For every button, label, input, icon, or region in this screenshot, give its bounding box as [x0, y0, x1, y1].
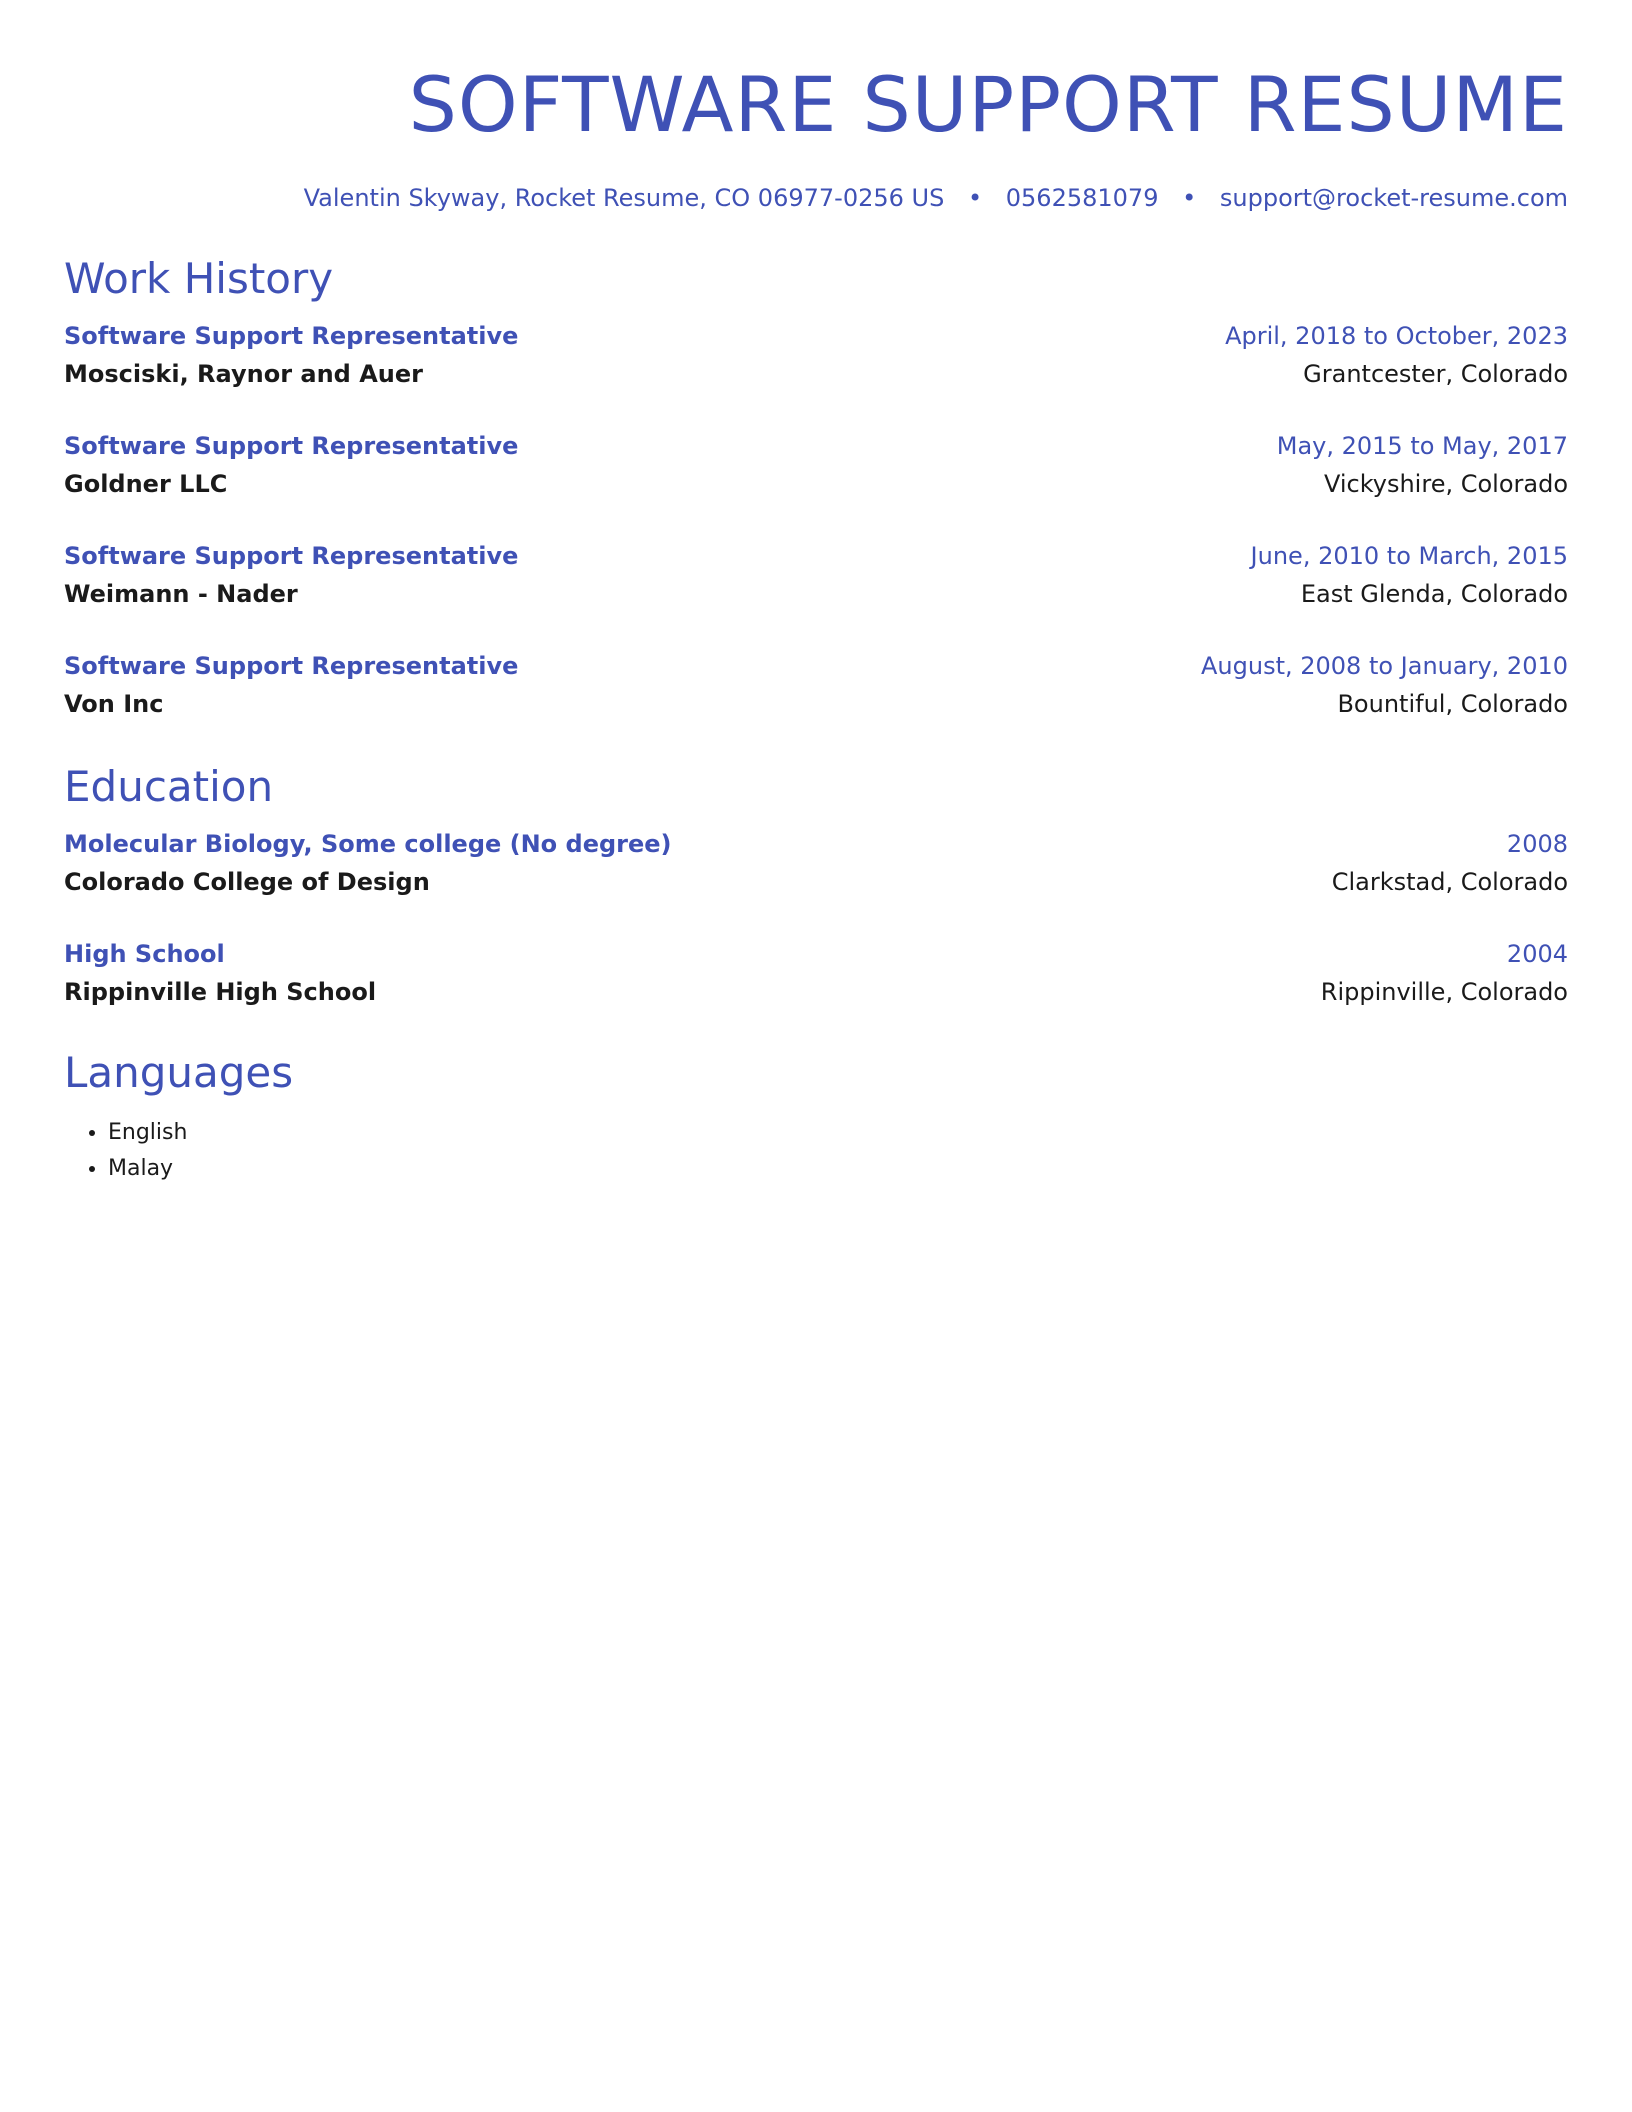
graduation-year: 2008: [1506, 830, 1568, 858]
school-location: Clarkstad, Colorado: [1331, 868, 1568, 896]
contact-separator: •: [967, 184, 983, 212]
job-title: Software Support Representative: [64, 652, 519, 680]
work-history-heading: Work History: [64, 254, 334, 303]
contact-address: Valentin Skyway, Rocket Resume, CO 06977-0256 US: [303, 184, 945, 212]
job-title: Software Support Representative: [64, 432, 519, 460]
job-dates: May, 2015 to May, 2017: [1276, 432, 1568, 460]
languages-list: [64, 1115, 1568, 1187]
contact-separator: •: [1182, 184, 1197, 212]
company-name: Von Inc: [64, 690, 164, 718]
job-location: Bountiful, Colorado: [1337, 690, 1568, 718]
languages-section: [64, 1045, 1568, 1187]
contact-line: [64, 181, 1568, 215]
education-section: [64, 759, 1568, 1011]
job-location: Vickyshire, Colorado: [1323, 470, 1568, 498]
job-dates: June, 2010 to March, 2015: [1250, 542, 1568, 570]
work-history-list: [64, 317, 1568, 723]
job-title: Software Support Representative: [64, 322, 519, 350]
work-entry: [64, 317, 1568, 393]
work-entry: [64, 537, 1568, 613]
company-name: Goldner LLC: [64, 470, 228, 498]
graduation-year: 2004: [1506, 940, 1568, 968]
company-name: Weimann - Nader: [64, 580, 298, 608]
education-entry: [64, 935, 1568, 1011]
education-heading: Education: [64, 762, 274, 811]
job-title: Software Support Representative: [64, 542, 519, 570]
job-location: East Glenda, Colorado: [1300, 580, 1568, 608]
contact-email: support@rocket-resume.com: [1219, 184, 1568, 212]
degree-name: Molecular Biology, Some college (No degree): [64, 830, 672, 858]
resume-title: SOFTWARE SUPPORT RESUME: [408, 60, 1568, 149]
company-name: Mosciski, Raynor and Auer: [64, 360, 423, 388]
job-dates: April, 2018 to October, 2023: [1225, 322, 1568, 350]
education-list: [64, 825, 1568, 1011]
languages-heading: Languages: [64, 1048, 294, 1097]
school-location: Rippinville, Colorado: [1320, 978, 1568, 1006]
language-item: • English: [108, 1115, 1568, 1151]
degree-name: High School: [64, 940, 225, 968]
work-entry: [64, 427, 1568, 503]
work-entry: [64, 647, 1568, 723]
contact-phone: 0562581079: [1005, 184, 1159, 212]
school-name: Rippinville High School: [64, 978, 377, 1006]
job-location: Grantcester, Colorado: [1303, 360, 1568, 388]
education-entry: [64, 825, 1568, 901]
school-name: Colorado College of Design: [64, 868, 430, 896]
job-dates: August, 2008 to January, 2010: [1201, 652, 1568, 680]
work-history-section: [64, 251, 1568, 723]
language-item: • Malay: [108, 1151, 1568, 1187]
